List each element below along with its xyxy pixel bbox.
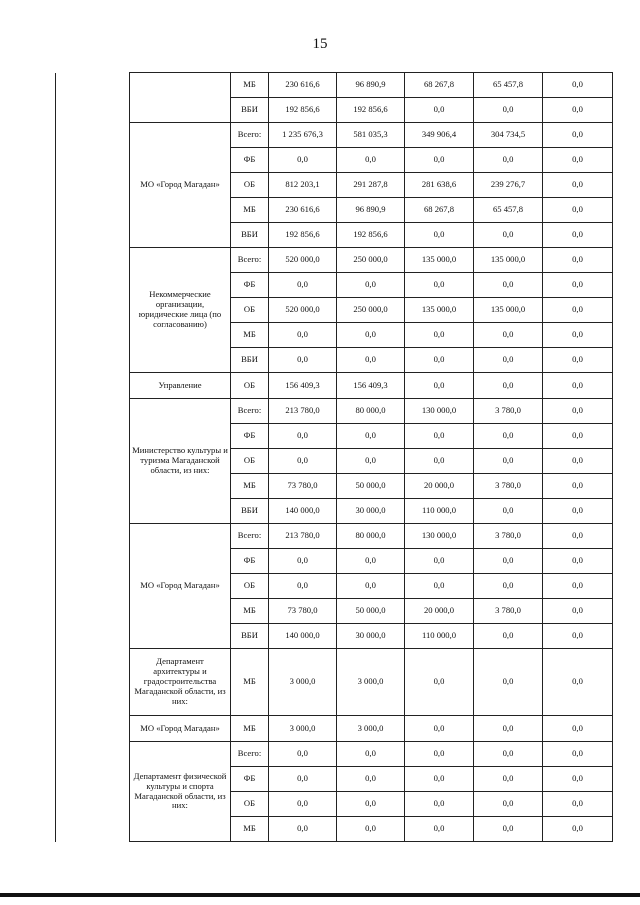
amount-cell: 20 000,0 bbox=[405, 599, 474, 624]
amount-cell: 0,0 bbox=[405, 273, 474, 298]
amount-cell: 96 890,9 bbox=[337, 198, 405, 223]
amount-cell: 281 638,6 bbox=[405, 173, 474, 198]
amount-cell: 0,0 bbox=[474, 98, 543, 123]
amount-cell: 291 287,8 bbox=[337, 173, 405, 198]
organization-cell: Министерство культуры и туризма Магаданской области, из них: bbox=[130, 399, 231, 524]
amount-cell: 0,0 bbox=[543, 792, 613, 817]
amount-cell: 0,0 bbox=[543, 716, 613, 742]
amount-cell: 0,0 bbox=[337, 348, 405, 373]
table-row bbox=[56, 373, 613, 399]
amount-cell: 0,0 bbox=[269, 742, 337, 767]
amount-cell: 0,0 bbox=[543, 399, 613, 424]
organization-cell: Управление bbox=[130, 373, 231, 399]
amount-cell: 0,0 bbox=[543, 98, 613, 123]
funding-source-cell: ОБ bbox=[231, 173, 269, 198]
amount-cell: 0,0 bbox=[337, 424, 405, 449]
funding-source-cell: ВБИ bbox=[231, 223, 269, 248]
amount-cell: 0,0 bbox=[543, 624, 613, 649]
amount-cell: 520 000,0 bbox=[269, 298, 337, 323]
amount-cell: 135 000,0 bbox=[474, 298, 543, 323]
table-row bbox=[56, 399, 613, 424]
amount-cell: 3 000,0 bbox=[269, 649, 337, 716]
amount-cell: 192 856,6 bbox=[337, 98, 405, 123]
amount-cell: 3 000,0 bbox=[337, 716, 405, 742]
amount-cell: 349 906,4 bbox=[405, 123, 474, 148]
amount-cell: 213 780,0 bbox=[269, 524, 337, 549]
amount-cell: 0,0 bbox=[474, 373, 543, 399]
amount-cell: 0,0 bbox=[269, 424, 337, 449]
funding-source-cell: Всего: bbox=[231, 742, 269, 767]
amount-cell: 20 000,0 bbox=[405, 474, 474, 499]
funding-source-cell: ФБ bbox=[231, 273, 269, 298]
amount-cell: 0,0 bbox=[543, 173, 613, 198]
amount-cell: 68 267,8 bbox=[405, 73, 474, 98]
amount-cell: 0,0 bbox=[405, 98, 474, 123]
amount-cell: 0,0 bbox=[405, 649, 474, 716]
amount-cell: 0,0 bbox=[543, 424, 613, 449]
amount-cell: 0,0 bbox=[474, 223, 543, 248]
amount-cell: 0,0 bbox=[405, 716, 474, 742]
amount-cell: 135 000,0 bbox=[405, 248, 474, 273]
amount-cell: 0,0 bbox=[474, 742, 543, 767]
funding-source-cell: МБ bbox=[231, 817, 269, 842]
amount-cell: 192 856,6 bbox=[269, 98, 337, 123]
amount-cell: 0,0 bbox=[474, 767, 543, 792]
funding-source-cell: ФБ bbox=[231, 424, 269, 449]
amount-cell: 73 780,0 bbox=[269, 474, 337, 499]
amount-cell: 0,0 bbox=[405, 792, 474, 817]
amount-cell: 0,0 bbox=[543, 323, 613, 348]
amount-cell: 135 000,0 bbox=[474, 248, 543, 273]
amount-cell: 3 780,0 bbox=[474, 599, 543, 624]
amount-cell: 156 409,3 bbox=[269, 373, 337, 399]
budget-table bbox=[55, 72, 613, 842]
funding-source-cell: МБ bbox=[231, 474, 269, 499]
amount-cell: 65 457,8 bbox=[474, 73, 543, 98]
amount-cell: 581 035,3 bbox=[337, 123, 405, 148]
amount-cell: 0,0 bbox=[269, 323, 337, 348]
amount-cell: 0,0 bbox=[337, 273, 405, 298]
funding-source-cell: ОБ bbox=[231, 449, 269, 474]
amount-cell: 304 734,5 bbox=[474, 123, 543, 148]
amount-cell: 0,0 bbox=[269, 273, 337, 298]
blank-left-column bbox=[56, 73, 130, 842]
amount-cell: 0,0 bbox=[543, 574, 613, 599]
amount-cell: 0,0 bbox=[474, 574, 543, 599]
table-row bbox=[56, 742, 613, 767]
amount-cell: 0,0 bbox=[543, 549, 613, 574]
amount-cell: 0,0 bbox=[337, 148, 405, 173]
amount-cell: 0,0 bbox=[405, 223, 474, 248]
amount-cell: 50 000,0 bbox=[337, 474, 405, 499]
funding-source-cell: ФБ bbox=[231, 148, 269, 173]
amount-cell: 0,0 bbox=[543, 449, 613, 474]
amount-cell: 0,0 bbox=[337, 767, 405, 792]
amount-cell: 73 780,0 bbox=[269, 599, 337, 624]
amount-cell: 0,0 bbox=[543, 123, 613, 148]
amount-cell: 230 616,6 bbox=[269, 73, 337, 98]
organization-cell bbox=[130, 73, 231, 123]
amount-cell: 0,0 bbox=[405, 424, 474, 449]
amount-cell: 96 890,9 bbox=[337, 73, 405, 98]
funding-source-cell: Всего: bbox=[231, 399, 269, 424]
funding-source-cell: МБ bbox=[231, 599, 269, 624]
amount-cell: 0,0 bbox=[269, 767, 337, 792]
amount-cell: 80 000,0 bbox=[337, 399, 405, 424]
amount-cell: 0,0 bbox=[337, 449, 405, 474]
amount-cell: 1 235 676,3 bbox=[269, 123, 337, 148]
amount-cell: 0,0 bbox=[543, 73, 613, 98]
amount-cell: 0,0 bbox=[474, 649, 543, 716]
amount-cell: 0,0 bbox=[543, 223, 613, 248]
amount-cell: 0,0 bbox=[269, 574, 337, 599]
amount-cell: 239 276,7 bbox=[474, 173, 543, 198]
amount-cell: 0,0 bbox=[337, 323, 405, 348]
table-row bbox=[56, 123, 613, 148]
amount-cell: 50 000,0 bbox=[337, 599, 405, 624]
amount-cell: 0,0 bbox=[543, 499, 613, 524]
amount-cell: 135 000,0 bbox=[405, 298, 474, 323]
amount-cell: 0,0 bbox=[474, 424, 543, 449]
organization-cell: Департамент архитектуры и градостроительства Магаданской области, из них: bbox=[130, 649, 231, 716]
amount-cell: 0,0 bbox=[269, 148, 337, 173]
funding-source-cell: ФБ bbox=[231, 767, 269, 792]
amount-cell: 0,0 bbox=[543, 474, 613, 499]
table-row bbox=[56, 649, 613, 716]
organization-cell: МО «Город Магадан» bbox=[130, 716, 231, 742]
amount-cell: 30 000,0 bbox=[337, 499, 405, 524]
amount-cell: 0,0 bbox=[543, 248, 613, 273]
amount-cell: 0,0 bbox=[474, 323, 543, 348]
amount-cell: 130 000,0 bbox=[405, 524, 474, 549]
amount-cell: 0,0 bbox=[405, 449, 474, 474]
amount-cell: 192 856,6 bbox=[269, 223, 337, 248]
amount-cell: 0,0 bbox=[405, 148, 474, 173]
amount-cell: 0,0 bbox=[337, 817, 405, 842]
amount-cell: 65 457,8 bbox=[474, 198, 543, 223]
amount-cell: 0,0 bbox=[405, 323, 474, 348]
amount-cell: 812 203,1 bbox=[269, 173, 337, 198]
amount-cell: 130 000,0 bbox=[405, 399, 474, 424]
amount-cell: 3 000,0 bbox=[337, 649, 405, 716]
amount-cell: 0,0 bbox=[543, 148, 613, 173]
table-row bbox=[56, 73, 613, 98]
funding-source-cell: ВБИ bbox=[231, 348, 269, 373]
funding-source-cell: ВБИ bbox=[231, 624, 269, 649]
funding-source-cell: ФБ bbox=[231, 549, 269, 574]
amount-cell: 156 409,3 bbox=[337, 373, 405, 399]
amount-cell: 3 780,0 bbox=[474, 399, 543, 424]
amount-cell: 0,0 bbox=[543, 373, 613, 399]
amount-cell: 0,0 bbox=[543, 198, 613, 223]
amount-cell: 0,0 bbox=[269, 348, 337, 373]
table-row bbox=[56, 524, 613, 549]
funding-source-cell: МБ bbox=[231, 73, 269, 98]
amount-cell: 0,0 bbox=[474, 499, 543, 524]
amount-cell: 0,0 bbox=[543, 649, 613, 716]
amount-cell: 0,0 bbox=[337, 742, 405, 767]
funding-source-cell: Всего: bbox=[231, 248, 269, 273]
amount-cell: 0,0 bbox=[474, 624, 543, 649]
amount-cell: 0,0 bbox=[474, 817, 543, 842]
funding-source-cell: МБ bbox=[231, 649, 269, 716]
amount-cell: 0,0 bbox=[405, 742, 474, 767]
amount-cell: 0,0 bbox=[474, 348, 543, 373]
amount-cell: 80 000,0 bbox=[337, 524, 405, 549]
table-row bbox=[56, 248, 613, 273]
amount-cell: 0,0 bbox=[543, 767, 613, 792]
page-bottom-rule bbox=[0, 893, 640, 897]
amount-cell: 3 780,0 bbox=[474, 474, 543, 499]
amount-cell: 110 000,0 bbox=[405, 624, 474, 649]
budget-table-body bbox=[56, 73, 613, 842]
organization-cell: МО «Город Магадан» bbox=[130, 524, 231, 649]
amount-cell: 213 780,0 bbox=[269, 399, 337, 424]
amount-cell: 0,0 bbox=[543, 524, 613, 549]
amount-cell: 0,0 bbox=[543, 273, 613, 298]
amount-cell: 250 000,0 bbox=[337, 298, 405, 323]
table-row bbox=[56, 716, 613, 742]
amount-cell: 520 000,0 bbox=[269, 248, 337, 273]
page-number: 15 bbox=[312, 36, 328, 52]
funding-source-cell: ОБ bbox=[231, 373, 269, 399]
amount-cell: 0,0 bbox=[405, 767, 474, 792]
amount-cell: 140 000,0 bbox=[269, 624, 337, 649]
amount-cell: 3 000,0 bbox=[269, 716, 337, 742]
amount-cell: 110 000,0 bbox=[405, 499, 474, 524]
amount-cell: 0,0 bbox=[474, 792, 543, 817]
funding-source-cell: ВБИ bbox=[231, 499, 269, 524]
amount-cell: 0,0 bbox=[474, 273, 543, 298]
amount-cell: 0,0 bbox=[405, 574, 474, 599]
amount-cell: 0,0 bbox=[543, 348, 613, 373]
amount-cell: 3 780,0 bbox=[474, 524, 543, 549]
amount-cell: 68 267,8 bbox=[405, 198, 474, 223]
amount-cell: 140 000,0 bbox=[269, 499, 337, 524]
amount-cell: 0,0 bbox=[474, 148, 543, 173]
amount-cell: 0,0 bbox=[405, 549, 474, 574]
amount-cell: 230 616,6 bbox=[269, 198, 337, 223]
funding-source-cell: ОБ bbox=[231, 792, 269, 817]
amount-cell: 0,0 bbox=[543, 817, 613, 842]
funding-source-cell: Всего: bbox=[231, 123, 269, 148]
funding-source-cell: ОБ bbox=[231, 574, 269, 599]
organization-cell: МО «Город Магадан» bbox=[130, 123, 231, 248]
amount-cell: 0,0 bbox=[269, 449, 337, 474]
amount-cell: 0,0 bbox=[269, 817, 337, 842]
organization-cell: Некоммерческие организации, юридические лица (по согласованию) bbox=[130, 248, 231, 373]
funding-source-cell: МБ bbox=[231, 323, 269, 348]
amount-cell: 0,0 bbox=[405, 817, 474, 842]
amount-cell: 0,0 bbox=[474, 716, 543, 742]
funding-source-cell: Всего: bbox=[231, 524, 269, 549]
amount-cell: 30 000,0 bbox=[337, 624, 405, 649]
amount-cell: 0,0 bbox=[405, 348, 474, 373]
funding-source-cell: ВБИ bbox=[231, 98, 269, 123]
amount-cell: 192 856,6 bbox=[337, 223, 405, 248]
funding-source-cell: ОБ bbox=[231, 298, 269, 323]
amount-cell: 0,0 bbox=[337, 792, 405, 817]
amount-cell: 0,0 bbox=[405, 373, 474, 399]
amount-cell: 0,0 bbox=[543, 599, 613, 624]
amount-cell: 0,0 bbox=[543, 298, 613, 323]
amount-cell: 0,0 bbox=[269, 549, 337, 574]
amount-cell: 250 000,0 bbox=[337, 248, 405, 273]
amount-cell: 0,0 bbox=[474, 449, 543, 474]
amount-cell: 0,0 bbox=[543, 742, 613, 767]
organization-cell: Департамент физической культуры и спорта Магаданской области, из них: bbox=[130, 742, 231, 842]
funding-source-cell: МБ bbox=[231, 716, 269, 742]
amount-cell: 0,0 bbox=[337, 574, 405, 599]
funding-source-cell: МБ bbox=[231, 198, 269, 223]
amount-cell: 0,0 bbox=[337, 549, 405, 574]
amount-cell: 0,0 bbox=[474, 549, 543, 574]
amount-cell: 0,0 bbox=[269, 792, 337, 817]
